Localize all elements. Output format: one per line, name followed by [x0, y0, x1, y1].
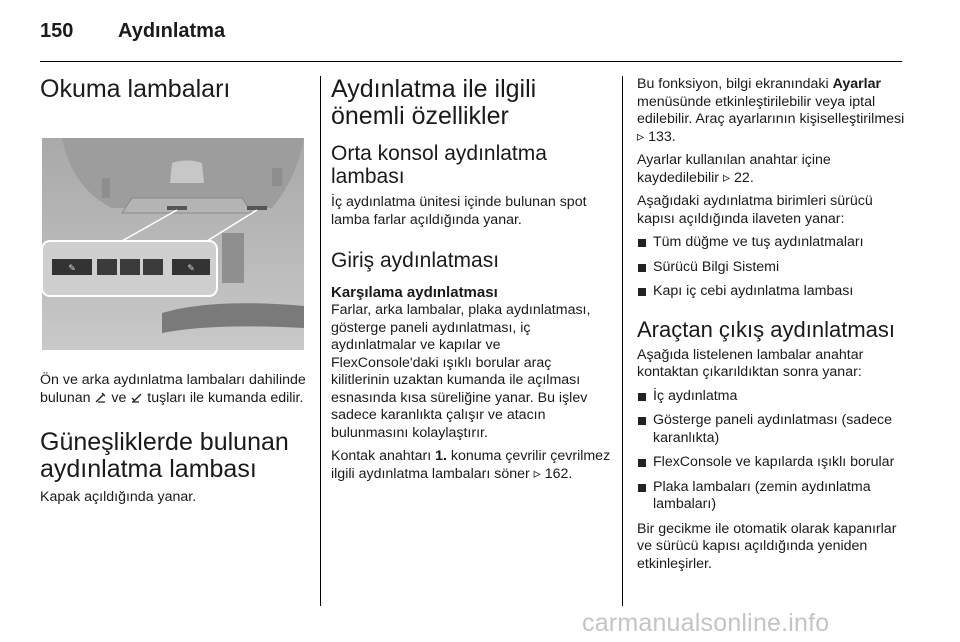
- subheading-welcome-lighting: Karşılama aydınlatması: [331, 284, 498, 301]
- page-reference-icon: ▹: [637, 128, 645, 145]
- column-3: [637, 76, 907, 579]
- header-rule: [40, 61, 902, 62]
- list-item: Kapı iç cebi aydınlatma lambası: [637, 283, 907, 301]
- key-memory-text: Ayarlar kullanılan anahtar içine kaydedilebilir ▹ 22.: [637, 152, 831, 186]
- svg-text:✎: ✎: [187, 263, 195, 273]
- list-item: İç aydınlatma: [637, 388, 907, 406]
- overhead-console-reading-lamps-photo: [42, 138, 304, 350]
- heading-center-console-lamp: Orta konsol aydınlatma lambası: [331, 142, 547, 188]
- column-2: [331, 76, 611, 489]
- list-item: Tüm düğme ve tuş aydınlatmaları: [637, 234, 907, 252]
- front-reading-lamp-icon: [94, 391, 107, 404]
- column-1: [40, 76, 308, 513]
- driver-door-text: Aşağıdaki aydınlatma birimleri sürücü kapısı açıldığında ilaveten yanar:: [637, 193, 873, 227]
- svg-text:✎: ✎: [68, 263, 76, 273]
- list-item: Sürücü Bilgi Sistemi: [637, 259, 907, 277]
- page-reference-icon: ▹: [533, 465, 541, 482]
- list-item: Plaka lambaları (zemin aydınlatma lambaları): [637, 479, 907, 514]
- page-reference-icon: ▹: [722, 169, 731, 186]
- sun-visor-text: Kapak açıldığında yanar.: [40, 489, 197, 505]
- auto-off-text: Bir gecikme ile otomatik olarak kapanırlar ve sürücü kapısı açıldığında yeniden etkinleşirler.: [637, 520, 897, 572]
- heading-sun-visor-lamp: Güneşliklerde bulunan aydınlatma lambası: [40, 428, 289, 483]
- exit-lighting-text: Aşağıda listelenen lambalar anahtar kontaktan çıkarıldıktan sonra yanar:: [637, 346, 864, 380]
- heading-lighting-features: Aydınlatma ile ilgili önemli özellikler: [331, 75, 537, 130]
- column-divider: [622, 76, 623, 606]
- heading-reading-lamps: Okuma lambaları: [40, 75, 231, 103]
- rear-reading-lamp-icon: [130, 391, 143, 404]
- center-console-text: İç aydınlatma ünitesi içinde bulunan spot lamba farlar açıldığında yanar.: [331, 194, 587, 228]
- ignition-text: Kontak anahtarı 1. konuma çevrilir çevrilmez ilgili aydınlatma lambaları söner ▹ 162.: [331, 448, 611, 482]
- page-number: 150: [40, 20, 74, 42]
- list-item: FlexConsole ve kapılarda ışıklı borular: [637, 454, 907, 472]
- settings-text: Bu fonksiyon, bilgi ekranındaki Ayarlar menüsünde etkinleştirilebilir veya iptal edilebilir. Araç ayarlarının kişiselleştirilmesi ▹ 133.: [637, 76, 905, 145]
- column-divider: [320, 76, 321, 606]
- welcome-lighting-text: Farlar, arka lambalar, plaka aydınlatması, gösterge paneli aydınlatması, iç aydınlatmalar ve kapılar ve FlexConsole'daki ışıklı borular araç kilitlerinin uzaktan kumanda ile açılması esnasında kısa süreliğine yanar. Bu işlev sadece karanlıkta çalışır ve atacın bulunmasını kolaylaştırır.: [331, 302, 591, 441]
- list-item: Gösterge paneli aydınlatması (sadece karanlıkta): [637, 412, 907, 447]
- heading-exit-lighting: Araçtan çıkış aydınlatması: [637, 316, 895, 342]
- reading-lamps-text: Ön ve arka aydınlatma lambaları dahilinde bulunan ve tuşları ile kumanda edilir.: [40, 372, 306, 406]
- heading-entry-lighting: Giriş aydınlatması: [331, 249, 500, 272]
- watermark: carmanualsonline.info: [582, 609, 830, 637]
- section-title: Aydınlatma: [118, 20, 226, 42]
